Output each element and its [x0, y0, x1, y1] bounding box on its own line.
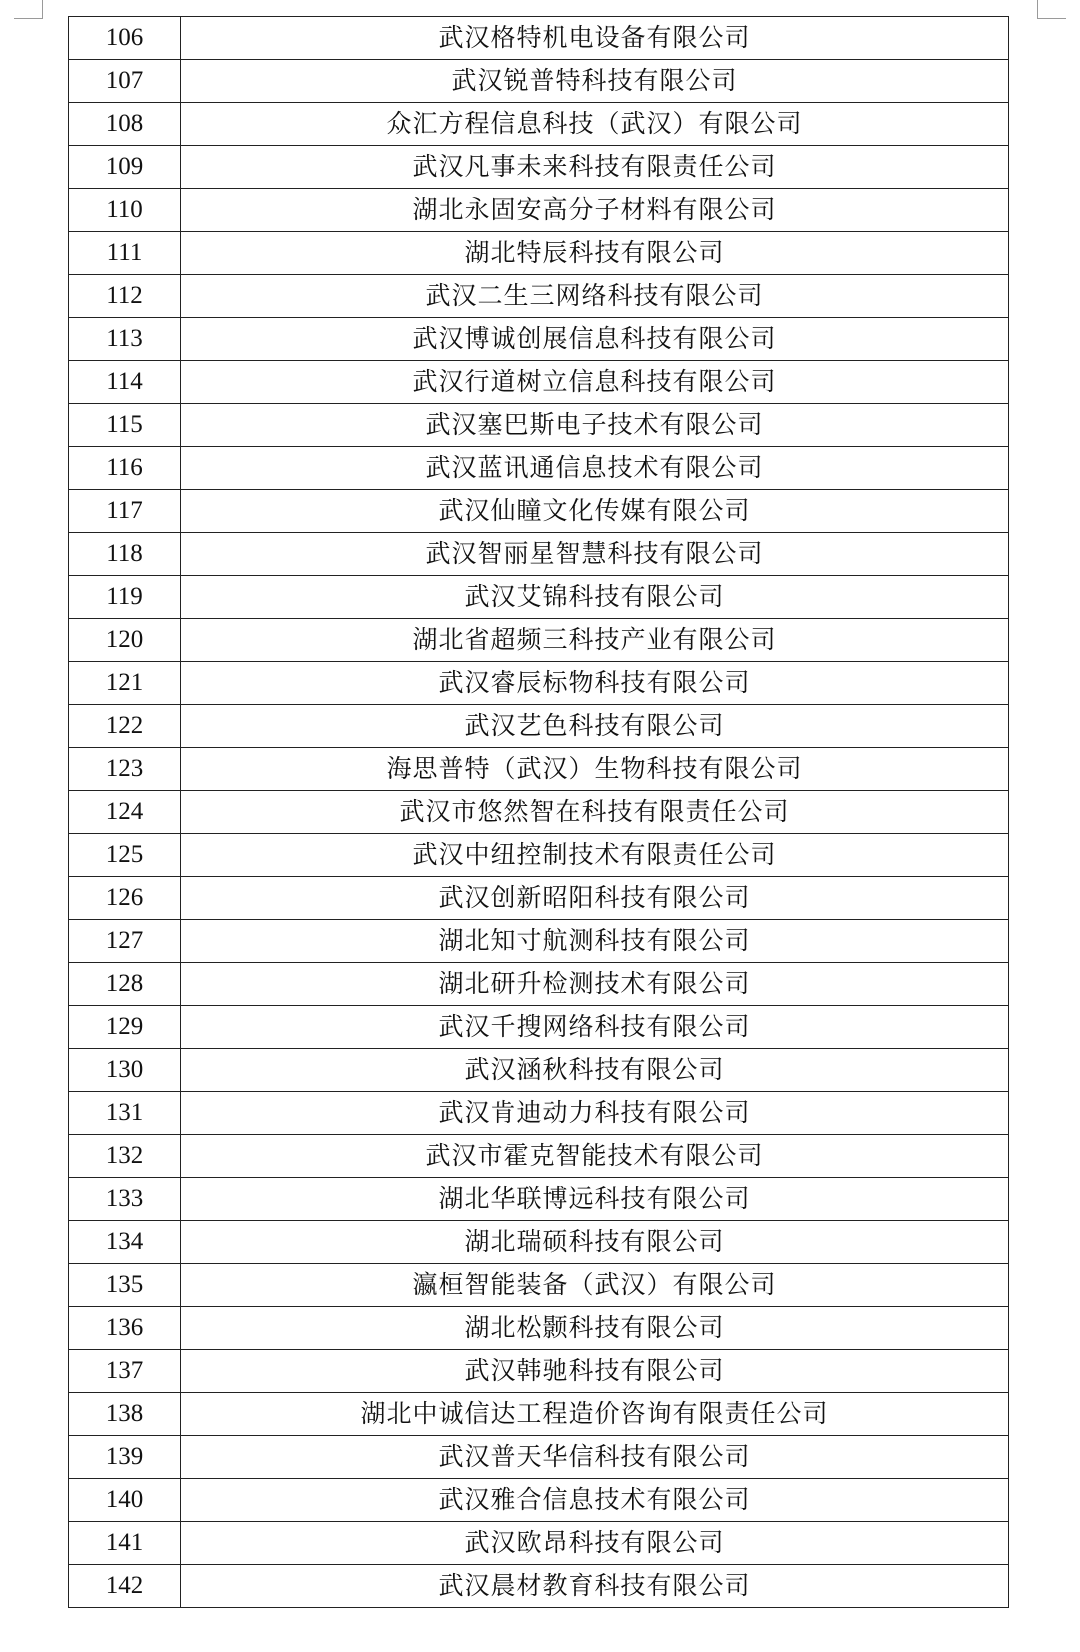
row-number: 113 — [69, 318, 181, 361]
table-row — [69, 1006, 1009, 1049]
row-number: 132 — [69, 1135, 181, 1178]
table-row — [69, 834, 1009, 877]
company-name: 武汉仙瞳文化传媒有限公司 — [181, 490, 1009, 533]
table-row — [69, 103, 1009, 146]
row-number: 134 — [69, 1221, 181, 1264]
row-number: 130 — [69, 1049, 181, 1092]
row-number: 114 — [69, 361, 181, 404]
company-name: 武汉市霍克智能技术有限公司 — [181, 1135, 1009, 1178]
row-number: 119 — [69, 576, 181, 619]
table-row — [69, 533, 1009, 576]
row-number: 111 — [69, 232, 181, 275]
table-row — [69, 60, 1009, 103]
company-list-body — [69, 17, 1009, 1608]
company-name: 武汉艾锦科技有限公司 — [181, 576, 1009, 619]
company-name: 武汉睿辰标物科技有限公司 — [181, 662, 1009, 705]
company-name: 武汉二生三网络科技有限公司 — [181, 275, 1009, 318]
table-row — [69, 1049, 1009, 1092]
company-name: 武汉创新昭阳科技有限公司 — [181, 877, 1009, 920]
row-number: 131 — [69, 1092, 181, 1135]
page-corner-mark-right — [1037, 0, 1066, 19]
row-number: 110 — [69, 189, 181, 232]
table-row — [69, 275, 1009, 318]
row-number: 109 — [69, 146, 181, 189]
row-number: 117 — [69, 490, 181, 533]
table-row — [69, 1393, 1009, 1436]
row-number: 142 — [69, 1565, 181, 1608]
table-row — [69, 1522, 1009, 1565]
row-number: 127 — [69, 920, 181, 963]
row-number: 116 — [69, 447, 181, 490]
company-name: 武汉博诚创展信息科技有限公司 — [181, 318, 1009, 361]
table-row — [69, 1092, 1009, 1135]
row-number: 124 — [69, 791, 181, 834]
table-row — [69, 189, 1009, 232]
company-name: 湖北瑞硕科技有限公司 — [181, 1221, 1009, 1264]
company-name: 武汉雅合信息技术有限公司 — [181, 1479, 1009, 1522]
company-name: 武汉韩驰科技有限公司 — [181, 1350, 1009, 1393]
table-row — [69, 791, 1009, 834]
row-number: 121 — [69, 662, 181, 705]
document-page — [68, 16, 1008, 1608]
table-row — [69, 1479, 1009, 1522]
row-number: 120 — [69, 619, 181, 662]
company-name: 湖北知寸航测科技有限公司 — [181, 920, 1009, 963]
company-name: 武汉智丽星智慧科技有限公司 — [181, 533, 1009, 576]
company-name: 武汉普天华信科技有限公司 — [181, 1436, 1009, 1479]
company-name: 武汉蓝讯通信息技术有限公司 — [181, 447, 1009, 490]
table-row — [69, 490, 1009, 533]
company-name: 武汉凡事未来科技有限责任公司 — [181, 146, 1009, 189]
table-row — [69, 232, 1009, 275]
table-row — [69, 877, 1009, 920]
row-number: 140 — [69, 1479, 181, 1522]
table-row — [69, 17, 1009, 60]
company-name: 瀛桓智能装备（武汉）有限公司 — [181, 1264, 1009, 1307]
row-number: 138 — [69, 1393, 181, 1436]
table-row — [69, 1221, 1009, 1264]
company-name: 湖北华联博远科技有限公司 — [181, 1178, 1009, 1221]
company-name: 湖北省超频三科技产业有限公司 — [181, 619, 1009, 662]
table-row — [69, 146, 1009, 189]
row-number: 122 — [69, 705, 181, 748]
company-name: 武汉千搜网络科技有限公司 — [181, 1006, 1009, 1049]
company-list-table — [68, 16, 1009, 1608]
table-row — [69, 748, 1009, 791]
table-row — [69, 1264, 1009, 1307]
row-number: 112 — [69, 275, 181, 318]
table-row — [69, 963, 1009, 1006]
row-number: 128 — [69, 963, 181, 1006]
table-row — [69, 619, 1009, 662]
row-number: 125 — [69, 834, 181, 877]
company-name: 武汉塞巴斯电子技术有限公司 — [181, 404, 1009, 447]
table-row — [69, 1307, 1009, 1350]
table-row — [69, 662, 1009, 705]
table-row — [69, 361, 1009, 404]
row-number: 137 — [69, 1350, 181, 1393]
row-number: 136 — [69, 1307, 181, 1350]
company-name: 武汉格特机电设备有限公司 — [181, 17, 1009, 60]
row-number: 115 — [69, 404, 181, 447]
row-number: 133 — [69, 1178, 181, 1221]
company-name: 海思普特（武汉）生物科技有限公司 — [181, 748, 1009, 791]
company-name: 武汉锐普特科技有限公司 — [181, 60, 1009, 103]
company-name: 武汉晨材教育科技有限公司 — [181, 1565, 1009, 1608]
company-name: 武汉肯迪动力科技有限公司 — [181, 1092, 1009, 1135]
table-row — [69, 318, 1009, 361]
row-number: 106 — [69, 17, 181, 60]
company-name: 武汉欧昂科技有限公司 — [181, 1522, 1009, 1565]
company-name: 湖北研升检测技术有限公司 — [181, 963, 1009, 1006]
table-row — [69, 404, 1009, 447]
row-number: 129 — [69, 1006, 181, 1049]
table-row — [69, 1178, 1009, 1221]
table-row — [69, 1436, 1009, 1479]
table-row — [69, 705, 1009, 748]
company-name: 武汉市悠然智在科技有限责任公司 — [181, 791, 1009, 834]
row-number: 141 — [69, 1522, 181, 1565]
company-name: 湖北特辰科技有限公司 — [181, 232, 1009, 275]
table-row — [69, 1565, 1009, 1608]
company-name: 武汉艺色科技有限公司 — [181, 705, 1009, 748]
row-number: 139 — [69, 1436, 181, 1479]
table-row — [69, 1135, 1009, 1178]
company-name: 武汉涵秋科技有限公司 — [181, 1049, 1009, 1092]
table-row — [69, 447, 1009, 490]
row-number: 107 — [69, 60, 181, 103]
table-row — [69, 1350, 1009, 1393]
table-row — [69, 576, 1009, 619]
company-name: 武汉行道树立信息科技有限公司 — [181, 361, 1009, 404]
table-row — [69, 920, 1009, 963]
page-corner-mark-left — [14, 0, 43, 19]
row-number: 126 — [69, 877, 181, 920]
company-name: 湖北中诚信达工程造价咨询有限责任公司 — [181, 1393, 1009, 1436]
row-number: 118 — [69, 533, 181, 576]
company-name: 湖北永固安高分子材料有限公司 — [181, 189, 1009, 232]
row-number: 123 — [69, 748, 181, 791]
company-name: 湖北松颢科技有限公司 — [181, 1307, 1009, 1350]
company-name: 武汉中纽控制技术有限责任公司 — [181, 834, 1009, 877]
row-number: 135 — [69, 1264, 181, 1307]
company-name: 众汇方程信息科技（武汉）有限公司 — [181, 103, 1009, 146]
row-number: 108 — [69, 103, 181, 146]
